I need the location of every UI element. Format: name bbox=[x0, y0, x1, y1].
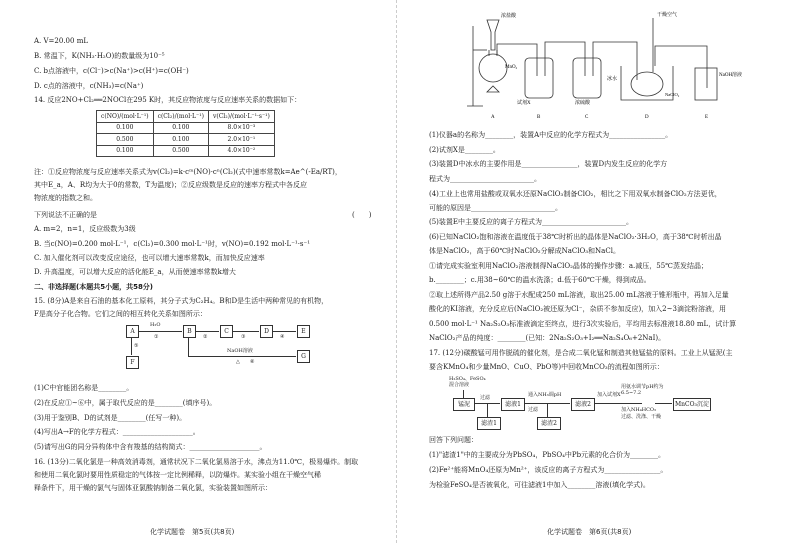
box-filtrate-1: 滤液1 bbox=[501, 398, 525, 411]
box-mnco3: MnCO₃沉淀 bbox=[673, 398, 711, 411]
box-manganese-mud: 锰泥 bbox=[453, 398, 475, 411]
question-15: 15. (8分)A是来自石油的基本化工原料，其分子式为C₂H₄。B和D是生活中两种常见的有机物， bbox=[34, 297, 329, 305]
q16-part-6-1-cont: b.________；c.用38~60℃的温水洗涤；d.低于60℃干燥，得到成品。 bbox=[429, 276, 651, 284]
answer-intro: 回答下列问题： bbox=[429, 436, 478, 444]
box-residue-2: 滤渣2 bbox=[537, 417, 561, 430]
table-cell: 4.0×10⁻² bbox=[208, 145, 274, 157]
label-acid-mix: H₂SO₄、FeSO₄混合溶液 bbox=[449, 376, 486, 388]
arrow bbox=[195, 331, 219, 332]
q17-part-2: (2)Fe²⁺能将MnO₄还原为Mn²⁺，该反应的离子方程式为________________。 bbox=[429, 466, 668, 474]
question-16-line-3: 释条件下，用干燥的氯气与固体亚氯酸钠制备二氧化氯，实验装置如图所示： bbox=[34, 484, 272, 492]
arrow bbox=[232, 331, 259, 332]
q15-part-5: (5)请写出G的同分异构体中含有羧基的结构简式：____________________。 bbox=[34, 443, 267, 451]
apparatus-diagram bbox=[457, 6, 757, 124]
q16-part-4: (4)工业上也常用盐酸或双氧水还原NaClO₃制备ClO₂，相比之下用双氧水制备ClO₂方法更优， bbox=[429, 190, 722, 198]
arrow bbox=[655, 403, 672, 404]
q16-part-4-cont: 可能的原因是________________________。 bbox=[429, 204, 562, 212]
note-line-2: 其中E_a，A、R均为大于0的常数，T为温度)；②反应级数是反应的速率方程式中各反应 bbox=[34, 181, 307, 189]
q17-part-2-cont: 为检验FeSO₄是否被氧化，可往滤液1中加入________溶液(填化学式)。 bbox=[429, 481, 650, 489]
label-naclo2: NaClO₂ bbox=[665, 92, 680, 97]
label-step-6: ⑥ bbox=[250, 359, 255, 365]
table-header-row bbox=[97, 111, 275, 123]
label-reagent-x: 加入试剂X bbox=[597, 392, 621, 398]
arrow bbox=[188, 356, 296, 357]
table-cell: 0.500 bbox=[97, 134, 154, 146]
bottle-b-icon bbox=[525, 58, 553, 98]
q15-part-4: (4)写出A→F的化学方程式：____________________。 bbox=[34, 428, 200, 436]
option-a: A. V=20.00 mL bbox=[34, 37, 88, 45]
q16-part-2: (2)试剂X是________。 bbox=[429, 146, 500, 154]
right-page bbox=[397, 0, 794, 543]
rate-table bbox=[96, 110, 275, 157]
q16-part-6-2-line-2: 酸化的KI溶液，充分反应后(NaClO₂被还原为Cl⁻，杂质不参加反应)，加入2~3滴淀粉溶液，用 bbox=[429, 305, 726, 313]
stand-icon bbox=[467, 26, 483, 106]
table-header: c(NO)/(mol·L⁻¹) bbox=[97, 111, 154, 123]
box-residue-1: 滤渣1 bbox=[477, 417, 501, 430]
question-17: 17. (12分)碳酸锰可用作脱硫的催化剂，是合成二氧化锰和制造其他锰盐的原料。工业上从锰泥(主 bbox=[429, 349, 733, 357]
answer-paren: ( ) bbox=[352, 211, 372, 219]
label-water: H₂O bbox=[150, 322, 161, 328]
burner-icon bbox=[487, 86, 499, 92]
table-cell: 8.0×10⁻³ bbox=[208, 122, 274, 134]
label-reagent-x: 试剂X bbox=[517, 101, 531, 106]
label-ammonia-ph: 用氨水调节pH约为6.5~7.2 bbox=[621, 384, 664, 396]
table-cell: 2.0×10⁻¹ bbox=[208, 134, 274, 146]
q16-part-6-1: ①请完成实验室利用NaClO₂溶液制得NaClO₂晶体的操作步骤：a.减压，55℃蒸发结晶； bbox=[429, 262, 709, 270]
label-mno2: MnO₂ bbox=[505, 65, 518, 70]
table-cell: 0.100 bbox=[153, 122, 208, 134]
label-ice-water: 冰水 bbox=[607, 77, 618, 82]
note-line-3: 物浓度的指数之和。 bbox=[34, 194, 97, 202]
beaker-e-icon bbox=[695, 68, 717, 100]
question-17-line-2: 要含KMnO₄和少量MnO、CuO、PbO等)中回收MnCO₃的流程如图所示： bbox=[429, 363, 664, 371]
label-nh4hco3: 加入NH₄HCO₃ bbox=[621, 407, 657, 413]
q16-part-5: (5)装置E中主要反应的离子方程式为________________________。 bbox=[429, 218, 634, 226]
page-footer: 化学试题卷 第6页(共8页) bbox=[547, 528, 632, 536]
letter-c: C bbox=[585, 115, 589, 120]
option-a: A. m=2，n=1，反应级数为3级 bbox=[34, 225, 136, 233]
question-14: 14. 反应2NO+Cl₂══2NOCl在295 K时，其反应物浓度与反应速率关系的数据如下： bbox=[34, 96, 302, 104]
flask-d-icon bbox=[631, 72, 663, 96]
option-d: D. 升高温度，可以增大反应的活化能E_a，从而使速率常数k增大 bbox=[34, 268, 236, 276]
option-d: D. c点的溶液中，c(NH₃)=c(Na⁺) bbox=[34, 82, 144, 90]
label-naoh: NaOH溶液 bbox=[227, 348, 253, 354]
node-b: B bbox=[183, 325, 196, 338]
node-f: F bbox=[126, 356, 139, 369]
table-row bbox=[97, 145, 275, 157]
node-e: E bbox=[297, 325, 310, 338]
q16-part-6-2-line-3: 0.500 mol·L⁻¹ Na₂S₂O₃标准液滴定至终点，进行3次实验后，平均用去标准液18.80 mL，试计算 bbox=[429, 320, 737, 328]
table-cell: 0.100 bbox=[97, 122, 154, 134]
letter-e: E bbox=[705, 115, 709, 120]
table-header: c(Cl₂)/(mol·L⁻¹) bbox=[153, 111, 208, 123]
letter-d: D bbox=[645, 115, 649, 120]
table-cell: 0.500 bbox=[153, 145, 208, 157]
label-dry-air: 干燥空气 bbox=[657, 13, 678, 18]
q15-part-2: (2)在反应①~⑥中，属于取代反应的是________(填序号)。 bbox=[34, 399, 217, 407]
label-step-4: ④ bbox=[280, 334, 285, 340]
arrow bbox=[272, 331, 296, 332]
label-filter-wash-dry: 过滤、洗涤、干燥 bbox=[621, 414, 662, 420]
letter-a: A bbox=[491, 115, 495, 120]
label-hcl: 浓盐酸 bbox=[501, 14, 517, 19]
question-16: 16. (13分)二氧化氯是一种高效消毒剂，通常状况下二氧化氯易溶于水，沸点为11.0℃，极易爆炸。制取 bbox=[34, 458, 359, 466]
option-c: C. b点溶液中，c(Cl⁻)>c(Na⁺)>c(H⁺)=c(OH⁻) bbox=[34, 67, 189, 75]
label-naoh: NaOH溶液 bbox=[719, 73, 743, 78]
node-g: G bbox=[297, 350, 310, 363]
question-15-line-2: F是高分子化合物。它们之间的相互转化关系如图所示： bbox=[34, 310, 207, 318]
q16-part-6: (6)已知NaClO₂饱和溶液在温度低于38℃时析出的晶体是NaClO₂·3H₂O，高于38℃时析出晶 bbox=[429, 233, 722, 241]
label-h2so4: 浓硫酸 bbox=[575, 101, 591, 106]
label-filter: 过滤 bbox=[480, 395, 491, 401]
q16-part-1: (1)仪器a的名称为________，装置A中反应的化学方程式为________________。 bbox=[429, 131, 673, 139]
option-b: B. 常温下，K(NH₃·H₂O)的数量级为10⁻⁵ bbox=[34, 52, 165, 60]
arrow bbox=[131, 337, 132, 355]
table-cell: 0.100 bbox=[153, 134, 208, 146]
flask-a-icon bbox=[479, 54, 507, 82]
table-header: v(Cl₂)/(mol·L⁻¹·s⁻¹) bbox=[208, 111, 274, 123]
label-step-1: ① bbox=[154, 334, 159, 340]
arrow bbox=[463, 390, 464, 398]
node-c: C bbox=[220, 325, 233, 338]
arrow bbox=[188, 337, 189, 356]
question-16-line-2: 和使用二氧化氯时要用性质稳定的气体按一定比例稀释，以防爆炸。某实验小组在干燥空气稀 bbox=[34, 471, 321, 479]
letter-b: B bbox=[537, 115, 541, 120]
q17-part-1: (1)"滤渣1"中的主要成分为PbSO₄，PbSO₄中Pb元素的化合价为________。 bbox=[429, 451, 666, 459]
label-step-2: ② bbox=[203, 334, 208, 340]
option-b: B. 当c(NO)=0.200 mol·L⁻¹，c(Cl₂)=0.300 mol·L⁻¹时，v(NO)=0.192 mol·L⁻¹·s⁻¹ bbox=[34, 240, 311, 248]
q15-part-1: (1)C中官能团名称是________。 bbox=[34, 384, 134, 392]
q16-part-3-cont: 程式为________________________。 bbox=[429, 175, 541, 183]
box-filtrate-2: 滤液2 bbox=[571, 398, 595, 411]
table-row bbox=[97, 122, 275, 134]
page-footer: 化学试题卷 第5页(共8页) bbox=[150, 528, 235, 536]
section-heading: 二、非选择题(本题共5小题，共58分) bbox=[34, 283, 154, 291]
arrow bbox=[594, 403, 642, 404]
q16-part-6-2: ②取上述所得产品2.50 g溶于水配成250 mL溶液，取出25.00 mL溶液于锥形瓶中，再加入足量 bbox=[429, 291, 729, 299]
option-c: C. 加入催化剂可以改变反应途径，也可以增大速率常数k，而加快反应速率 bbox=[34, 254, 265, 262]
arrow bbox=[487, 403, 488, 417]
bottle-c-icon bbox=[573, 58, 601, 98]
table-cell: 0.100 bbox=[97, 145, 154, 157]
q15-part-3: (3)用于鉴别B、D的试剂是________(任写一种)。 bbox=[34, 414, 187, 422]
label-heat: △ bbox=[236, 359, 240, 365]
table-row bbox=[97, 134, 275, 146]
label-step-3: ③ bbox=[241, 334, 246, 340]
arrow bbox=[547, 403, 548, 417]
arrow bbox=[138, 331, 182, 332]
q16-part-6-line-2: 体是NaClO₂，高于60℃时NaClO₂分解成NaClO₃和NaCl。 bbox=[429, 247, 620, 255]
note-line-1: 注：①反应物浓度与反应速率关系式为v(Cl₂)=k·cᵐ(NO)·cⁿ(Cl₂)(式中速率常数k=Ae^(-Ea/RT)， bbox=[34, 168, 342, 176]
node-a: A bbox=[126, 325, 139, 338]
q16-part-6-2-line-4: NaClO₂产品的纯度：________(已知：2Na₂S₂O₃+I₂══Na₂S₄O₆+2NaI)。 bbox=[429, 334, 666, 342]
question-prompt: 下列说法不正确的是 bbox=[34, 211, 97, 219]
label-nh3: 通入NH₃调pH bbox=[528, 392, 562, 398]
node-d: D bbox=[260, 325, 273, 338]
label-filter-2: 过滤 bbox=[528, 407, 539, 413]
label-step-5: ⑤ bbox=[134, 343, 139, 349]
q16-part-3: (3)装置D中冰水的主要作用是________________，装置D内发生反应的化学方 bbox=[429, 160, 668, 168]
